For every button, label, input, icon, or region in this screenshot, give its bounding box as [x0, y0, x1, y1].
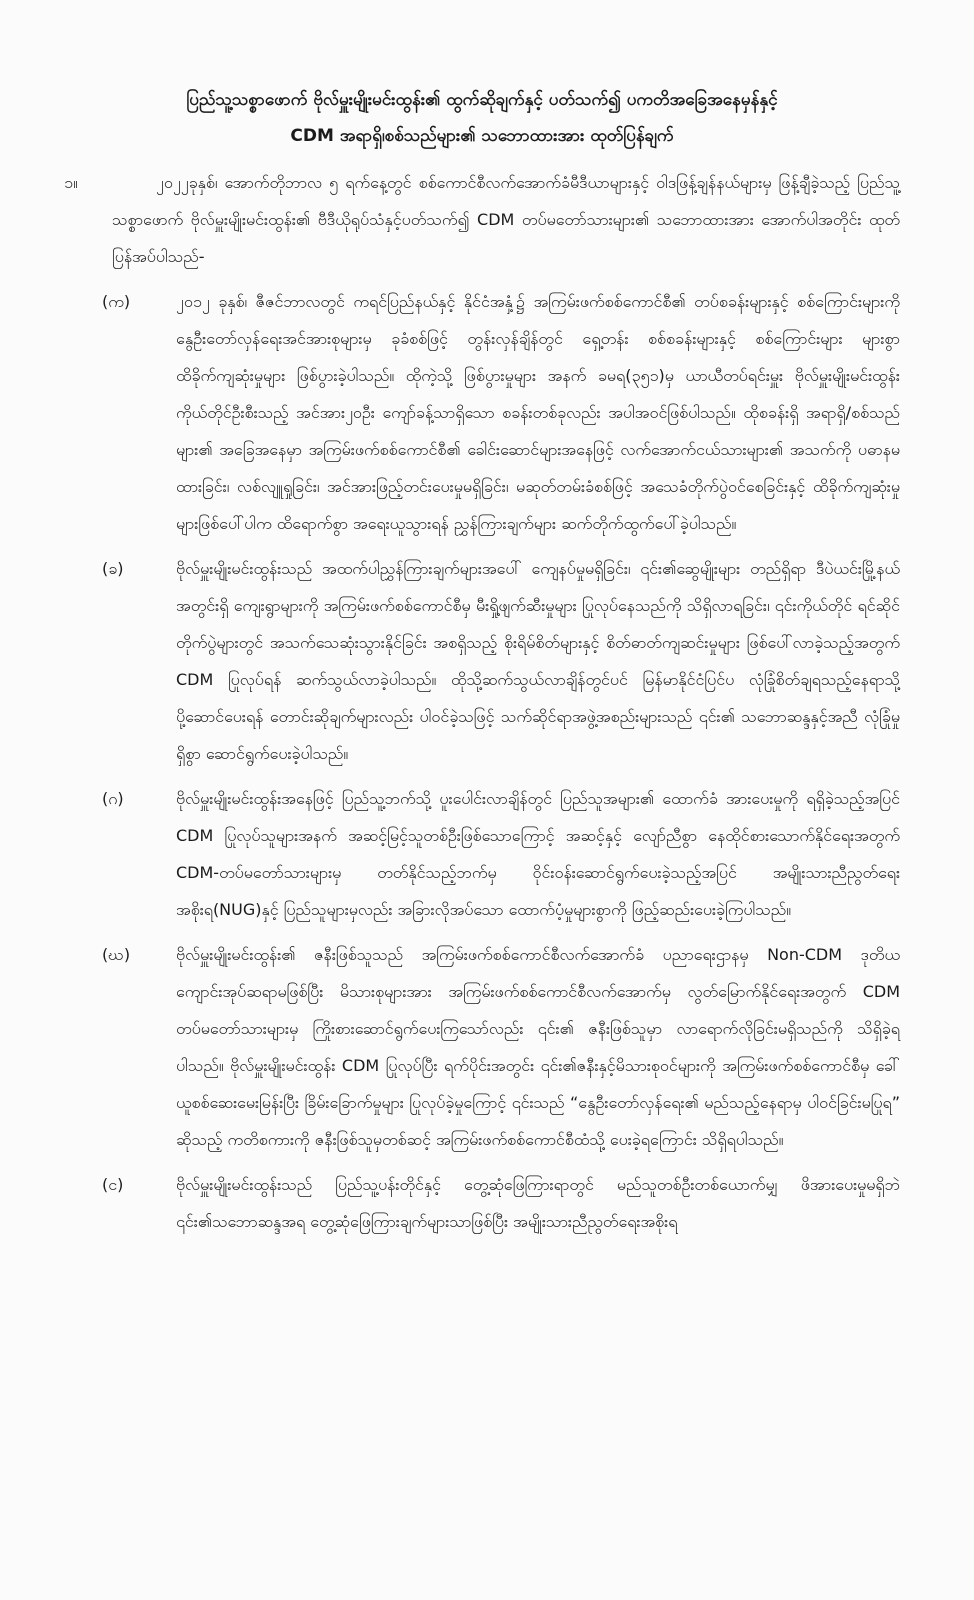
list-item-marker: (က) — [102, 292, 131, 311]
list-item-text: ဗိုလ်မှူးမျိုးမင်းထွန်းသည် အထက်ပါညွှန်ကြားချက်များအပေါ် ကျေနပ်မှုမရှိခြင်း၊ ၎င်း၏ဆွေမျိုးများ တည်ရှိရာ ဒီပဲယင်းမြို့နယ်အတွင်းရှိ ကျေးရွာများကို အကြမ်းဖက်စစ်ကောင်စီမှ မီးရှို့ဖျက်ဆီးမှုများ ပြုလုပ်နေသည်ကို သိရှိလာရခြင်း၊ ၎င်းကိုယ်တိုင် ရင်ဆိုင်တိုက်ပွဲများတွင် အသက်သေဆုံးသွားနိုင်ခြင်း အစရှိသည့် စိုးရိမ်စိတ်များနှင့် စိတ်ဓာတ်ကျဆင်းမှုများ ဖြစ်ပေါ်လာခဲ့သည့်အတွက် CDM ပြုလုပ်ရန် ဆက်သွယ်လာခဲ့ပါသည်။ ထိုသို့ဆက်သွယ်လာချိန်တွင်ပင် မြန်မာနိုင်ငံပြင်ပ လုံခြုံစိတ်ချရသည့်နေရာသို့ ပို့ဆောင်ပေးရန် တောင်းဆိုချက်များလည်း ပါဝင်ခဲ့သဖြင့် သက်ဆိုင်ရာအဖွဲ့အစည်းများသည် ၎င်း၏ သဘောဆန္ဒနှင့်အညီ လုံခြုံမှုရှိစွာ ဆောင်ရွက်ပေးခဲ့ပါသည်။ — [176, 559, 900, 763]
list-item — [64, 550, 900, 772]
list-item-marker: (ဂ) — [102, 789, 124, 808]
list-item — [64, 936, 900, 1158]
document-title — [64, 82, 900, 154]
list-item — [64, 1166, 900, 1240]
list-item-text: ၂၀၁၂ ခုနှစ်၊ ဇီဇင်ဘာလတွင် ကရင်ပြည်နယ်နှင့် နိုင်ငံအနှံ့၌ အကြမ်းဖက်စစ်ကောင်စီ၏ တပ်စခန်းများနှင့် စစ်ကြောင်းများကို နွေဦးတော်လှန်ရေးအင်အားစုများမှ ခုခံစစ်ဖြင့် တွန်းလှန်ချိန်တွင် ရှေ့တန်း စစ်စခန်းများနှင့် စစ်ကြောင်းများ များစွာထိခိုက်ကျဆုံးမှုများ ဖြစ်ပွားခဲ့ပါသည်။ ထိုကဲ့သို့ ဖြစ်ပွားမှုများ အနက် ခမရ(၃၅၁)မှ ယာယီတပ်ရင်းမှူး ဗိုလ်မှူးမျိုးမင်းထွန်း ကိုယ်တိုင်ဦးစီးသည့် အင်အား၂၀ဦး ကျော်ခန့်သာရှိသော စခန်းတစ်ခုလည်း အပါအဝင်ဖြစ်ပါသည်။ ထိုစခန်းရှိ အရာရှိ/စစ်သည်များ၏ အခြေအနေမှာ အကြမ်းဖက်စစ်ကောင်စီ၏ ခေါင်းဆောင်များအနေဖြင့် လက်အောက်ငယ်သားများ၏ အသက်ကို ပဓာနမထားခြင်း၊ လစ်လျူရှုခြင်း၊ အင်အားဖြည့်တင်းပေးမှုမရှိခြင်း၊ မဆုတ်တမ်းခံစစ်ဖြင့် အသေခံတိုက်ပွဲဝင်စေခြင်းနှင့် ထိခိုက်ကျဆုံးမှုများဖြစ်ပေါ်ပါက ထိရောက်စွာ အရေးယူသွားရန် ညွှန်ကြားချက်များ ဆက်တိုက်ထွက်ပေါ်ခဲ့ပါသည်။ — [176, 292, 900, 533]
list-item-marker: (ခ) — [102, 559, 124, 578]
title-line-1: ပြည်သူ့သစ္စာဖောက် ဗိုလ်မှူးမျိုးမင်းထွန်း၏ ထွက်ဆိုချက်နှင့် ပတ်သက်၍ ပကတိအခြေအနေမှန်နှင့် — [186, 90, 778, 110]
title-line-2: CDM အရာရှိ၊စစ်သည်များ၏ သဘောထားအား ထုတ်ပြန်ချက် — [290, 126, 674, 146]
intro-paragraph — [64, 164, 900, 275]
list-item-marker: (င) — [102, 1175, 124, 1194]
intro-number: ၁။ — [64, 173, 78, 192]
list-item-marker: (ဃ) — [102, 945, 131, 964]
list-item-text: ဗိုလ်မှူးမျိုးမင်းထွန်းသည် ပြည်သူ့ပန်းတိုင်နှင့် တွေ့ဆုံဖြေကြားရာတွင် မည်သူတစ်ဦးတစ်ယောက်မျှ ဖိအားပေးမှုမရှိဘဲ ၎င်း၏သဘောဆန္ဒအရ တွေ့ဆုံဖြေကြားချက်များသာဖြစ်ပြီး အမျိုးသားညီညွတ်ရေးအစိုးရ — [176, 1175, 900, 1231]
list-item-text: ဗိုလ်မှူးမျိုးမင်းထွန်း၏ ဇနီးဖြစ်သူသည် အကြမ်းဖက်စစ်ကောင်စီလက်အောက်ခံ ပညာရေးဌာနမှ Non-CDM ဒုတိယကျောင်းအုပ်ဆရာမဖြစ်ပြီး မိသားစုများအား အကြမ်းဖက်စစ်ကောင်စီလက်အောက်မှ လွတ်မြောက်နိုင်ရေးအတွက် CDM တပ်မတော်သားများမှ ကြိုးစားဆောင်ရွက်ပေးကြသော်လည်း ၎င်း၏ ဇနီးဖြစ်သူမှာ လာရောက်လိုခြင်းမရှိသည်ကို သိရှိခဲ့ရပါသည်။ ဗိုလ်မှူးမျိုးမင်းထွန်း CDM ပြုလုပ်ပြီး ရက်ပိုင်းအတွင်း ၎င်း၏ဇနီးနှင့်မိသားစုဝင်များကို အကြမ်းဖက်စစ်ကောင်စီမှ ခေါ်ယူစစ်ဆေးမေးမြန်းပြီး ခြိမ်းခြောက်မှုများ ပြုလုပ်ခဲ့မှုကြောင့် ၎င်းသည် “နွေဦးတော်လှန်ရေး၏ မည်သည့်နေရာမှ ပါဝင်ခြင်းမပြုရ” ဆိုသည့် ကတိစကားကို ဇနီးဖြစ်သူမှတစ်ဆင့် အကြမ်းဖက်စစ်ကောင်စီထံသို့ ပေးခဲ့ရကြောင်း သိရှိရပါသည်။ — [176, 945, 900, 1149]
list-item — [64, 780, 900, 928]
list-item-text: ဗိုလ်မှူးမျိုးမင်းထွန်းအနေဖြင့် ပြည်သူ့ဘက်သို့ ပူးပေါင်းလာချိန်တွင် ပြည်သူအများ၏ ထောက်ခံ အားပေးမှုကို ရရှိခဲ့သည့်အပြင် CDM ပြုလုပ်သူများအနက် အဆင့်မြင့်သူတစ်ဦးဖြစ်သောကြောင့် အဆင့်နှင့် လျော်ညီစွာ နေထိုင်စားသောက်နိုင်ရေးအတွက် CDM-တပ်မတော်သားများမှ တတ်နိုင်သည့်ဘက်မှ ဝိုင်းဝန်းဆောင်ရွက်ပေးခဲ့သည့်အပြင် အမျိုးသားညီညွတ်ရေးအစိုးရ(NUG)နှင့် ပြည်သူများမှလည်း အခြားလိုအပ်သော ထောက်ပံ့မှုများစွာကို ဖြည့်ဆည်းပေးခဲ့ကြပါသည်။ — [176, 789, 900, 919]
intro-text: ၂၀၂၂ခုနှစ်၊ အောက်တိုဘာလ ၅ ရက်နေ့တွင် စစ်ကောင်စီလက်အောက်ခံမီဒီယာများနှင့် ဝါဒဖြန့်ချန်နယ်များမှ ဖြန့်ချီခဲ့သည့် ပြည်သူ့သစ္စာဖောက် ဗိုလ်မှူးမျိုးမင်းထွန်း၏ ဗီဒီယိုရုပ်သံနှင့်ပတ်သက်၍ CDM တပ်မတော်သားများ၏ သဘောထားအား အောက်ပါအတိုင်း ထုတ်ပြန်အပ်ပါသည်- — [112, 173, 900, 266]
list-item — [64, 283, 900, 542]
